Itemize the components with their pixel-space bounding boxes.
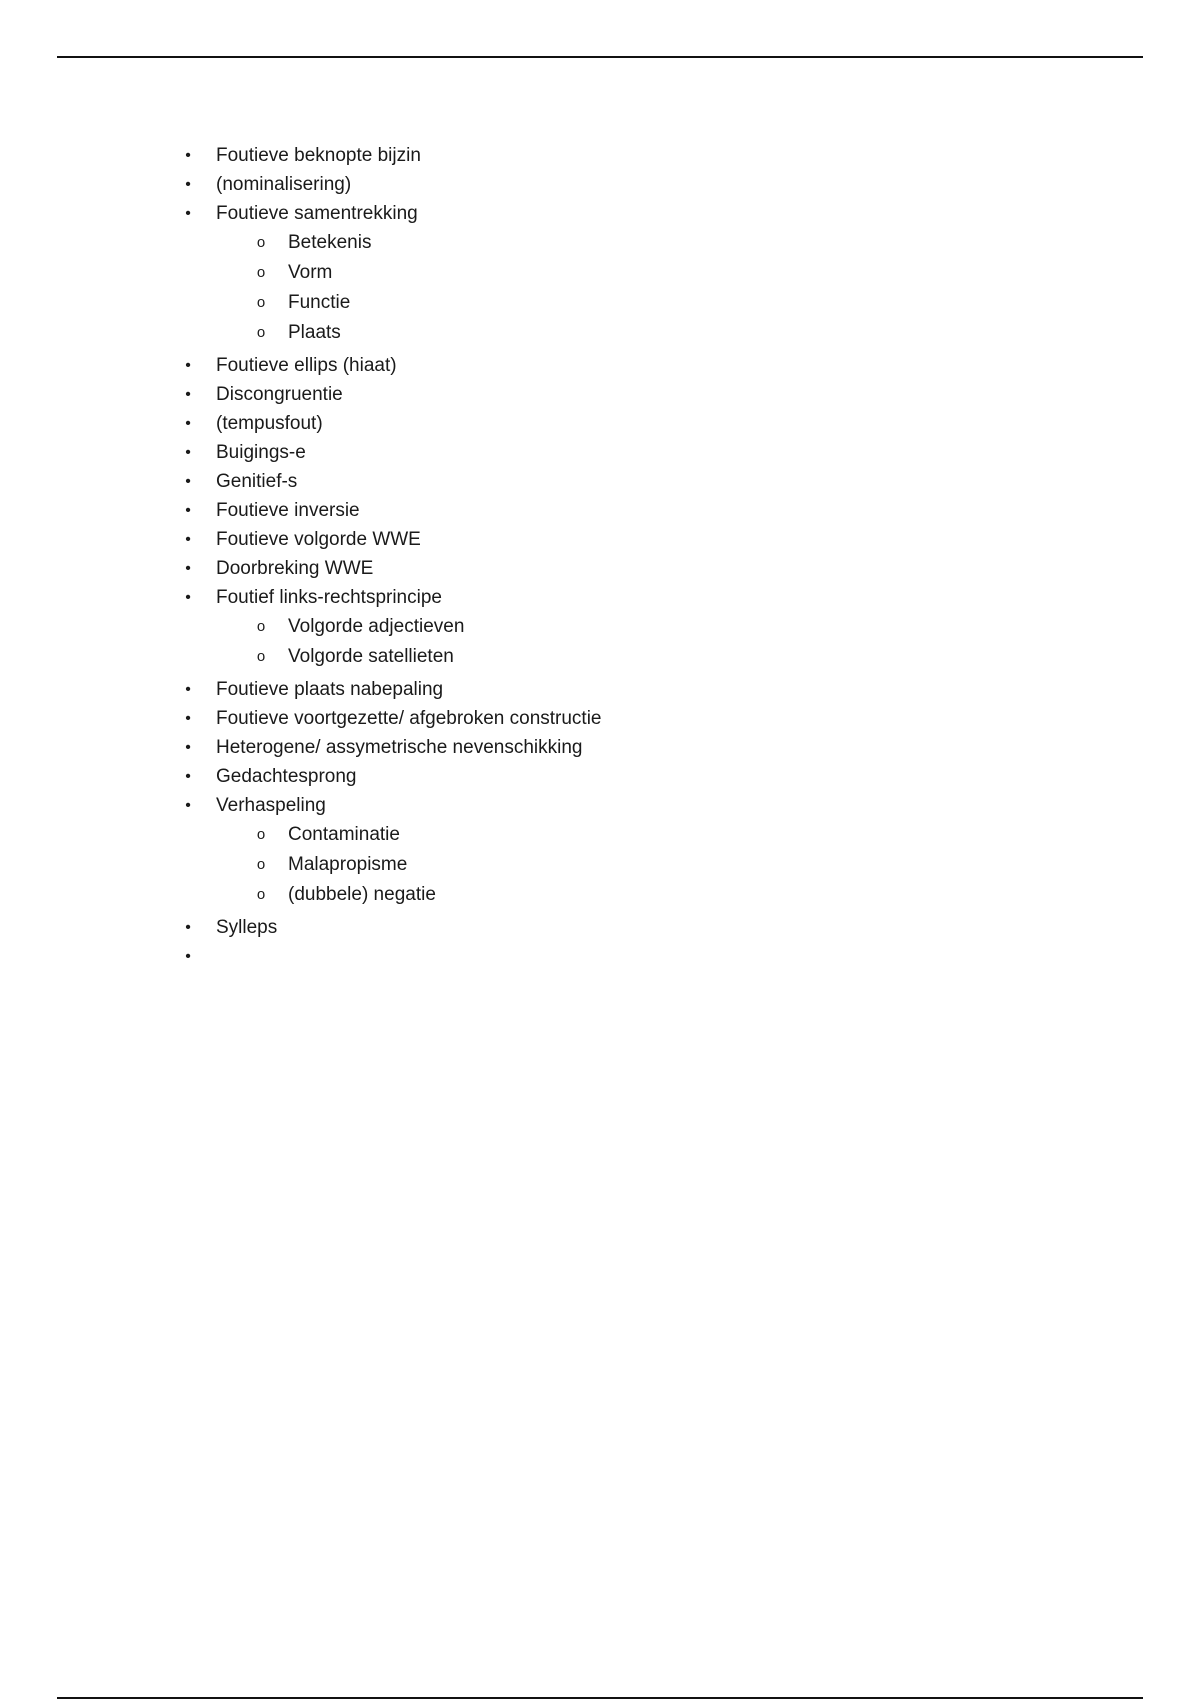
circle-bullet-icon: o: [256, 294, 266, 311]
list-item-text: Foutieve samentrekking: [216, 203, 418, 224]
list-item-text: Foutieve ellips (hiaat): [216, 355, 397, 376]
bullet-icon: •: [185, 205, 191, 222]
circle-bullet-icon: o: [256, 618, 266, 635]
list-item: [0, 942, 1200, 971]
list-item: [0, 675, 1200, 704]
list-item-text: Foutieve beknopte bijzin: [216, 145, 421, 166]
sub-list-item-text: Contaminatie: [288, 824, 400, 845]
bullet-icon: •: [185, 502, 191, 519]
circle-bullet-icon: o: [256, 324, 266, 341]
list-item: [0, 733, 1200, 762]
list-item-text: Foutieve plaats nabepaling: [216, 679, 444, 700]
sub-list-item-text: Malapropisme: [288, 854, 408, 875]
footer-rule: [57, 1697, 1143, 1699]
header-rule: [57, 56, 1143, 58]
list-item: [0, 170, 1200, 199]
sub-list-item: [216, 820, 1200, 850]
sub-list-item: [216, 642, 1200, 672]
sub-list-item: [216, 288, 1200, 318]
sub-list-item: [216, 612, 1200, 642]
sub-list-item: [216, 228, 1200, 258]
bullet-icon: •: [185, 176, 191, 193]
bullet-list: [0, 141, 1200, 971]
list-item-text: Foutieve volgorde WWE: [216, 529, 421, 550]
circle-bullet-icon: o: [256, 264, 266, 281]
list-item: [0, 496, 1200, 525]
bullet-icon: •: [185, 768, 191, 785]
list-item: [0, 554, 1200, 583]
circle-bullet-icon: o: [256, 648, 266, 665]
list-item: [0, 141, 1200, 170]
sub-list-item: [216, 318, 1200, 348]
sub-list-item-text: Functie: [288, 292, 351, 313]
list-item-text: Foutief links-rechtsprincipe: [216, 587, 442, 608]
list-item: [0, 199, 1200, 348]
sub-list-item: [216, 850, 1200, 880]
list-item: [0, 351, 1200, 380]
list-item: [0, 438, 1200, 467]
sub-list-item-text: Betekenis: [288, 232, 372, 253]
list-item: [0, 704, 1200, 733]
bullet-icon: •: [185, 710, 191, 727]
circle-bullet-icon: o: [256, 886, 266, 903]
list-item-text: (nominalisering): [216, 174, 352, 195]
sub-list-item-text: Volgorde adjectieven: [288, 616, 465, 637]
sub-list-item-text: Vorm: [288, 262, 333, 283]
sub-list: [216, 228, 1200, 348]
sub-list-item-text: (dubbele) negatie: [288, 884, 436, 905]
bullet-icon: •: [185, 415, 191, 432]
list-item-text: Foutieve inversie: [216, 500, 360, 521]
bullet-icon: •: [185, 589, 191, 606]
bullet-icon: •: [185, 473, 191, 490]
list-item-text: (tempusfout): [216, 413, 323, 434]
circle-bullet-icon: o: [256, 234, 266, 251]
bullet-icon: •: [185, 560, 191, 577]
bullet-icon: •: [185, 948, 191, 965]
list-item-text: Gedachtesprong: [216, 766, 357, 787]
list-item-text: Discongruentie: [216, 384, 343, 405]
list-item: [0, 467, 1200, 496]
list-item-text: [216, 942, 1200, 971]
sub-list-item: [216, 880, 1200, 910]
list-item-text: Verhaspeling: [216, 795, 326, 816]
list-item-text: Sylleps: [216, 917, 278, 938]
bullet-icon: •: [185, 531, 191, 548]
list-item: [0, 913, 1200, 942]
list-item-text: Foutieve voortgezette/ afgebroken constructie: [216, 708, 602, 729]
sub-list: [216, 820, 1200, 910]
list-item: [0, 525, 1200, 554]
circle-bullet-icon: o: [256, 856, 266, 873]
bullet-icon: •: [185, 919, 191, 936]
list-item-text: Heterogene/ assymetrische nevenschikking: [216, 737, 583, 758]
list-item: [0, 762, 1200, 791]
bullet-icon: •: [185, 739, 191, 756]
list-item-text: Buigings-e: [216, 442, 306, 463]
list-item: [0, 409, 1200, 438]
bullet-icon: •: [185, 357, 191, 374]
bullet-icon: •: [185, 147, 191, 164]
bullet-icon: •: [185, 797, 191, 814]
bullet-icon: •: [185, 386, 191, 403]
list-item: [0, 583, 1200, 672]
sub-list-item: [216, 258, 1200, 288]
list-item-text: Doorbreking WWE: [216, 558, 374, 579]
sub-list-item-text: Volgorde satellieten: [288, 646, 454, 667]
circle-bullet-icon: o: [256, 826, 266, 843]
bullet-icon: •: [185, 444, 191, 461]
sub-list: [216, 612, 1200, 672]
bullet-icon: •: [185, 681, 191, 698]
list-item: [0, 380, 1200, 409]
list-item: [0, 791, 1200, 910]
document-body: [0, 141, 1200, 971]
sub-list-item-text: Plaats: [288, 322, 341, 343]
list-item-text: Genitief-s: [216, 471, 298, 492]
